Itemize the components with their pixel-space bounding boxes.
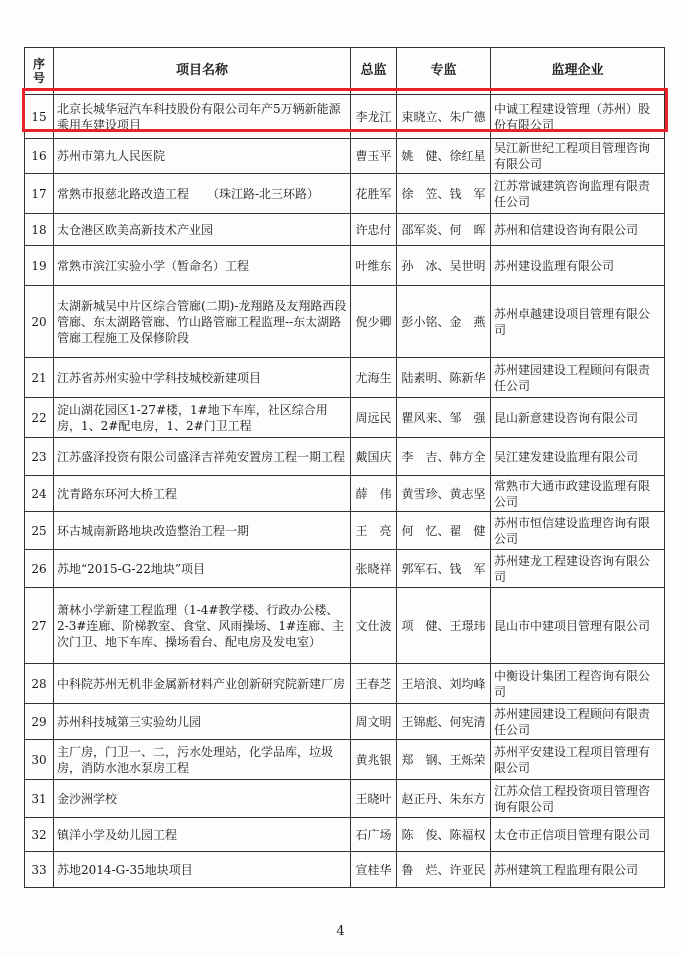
row-chief-supervisor: 周远民 [351, 398, 397, 438]
row-chief-supervisor: 周文明 [351, 704, 397, 740]
row-seq: 32 [25, 818, 54, 852]
row-project-name: 太湖新城吴中片区综合管廊(二期)-龙翔路及友翔路西段管廊、东太湖路管廊、竹山路管廊工程监理--东太湖路管廊工程施工及保修阶段 [54, 286, 351, 358]
row-supervision-company: 苏州建龙工程建设咨询有限公司 [491, 550, 665, 588]
table-body [25, 95, 665, 888]
row-project-name: 苏州科技城第三实验幼儿园 [54, 704, 351, 740]
row-project-name: 金沙洲学校 [54, 780, 351, 818]
row-project-name: 镇洋小学及幼儿园工程 [54, 818, 351, 852]
row-specialist-supervisor: 项 健、王璟玮 [397, 588, 491, 664]
supervision-project-table [24, 47, 665, 888]
row-project-name: 江苏盛泽投资有限公司盛泽吉祥苑安置房工程一期工程 [54, 438, 351, 476]
row-seq: 20 [25, 286, 54, 358]
row-specialist-supervisor: 赵正丹、朱东方 [397, 780, 491, 818]
row-specialist-supervisor: 徐 笠、钱 军 [397, 174, 491, 214]
table-row [25, 174, 665, 214]
row-chief-supervisor: 王晓叶 [351, 780, 397, 818]
row-supervision-company: 江苏常诚建筑咨询监理有限责任公司 [491, 174, 665, 214]
row-chief-supervisor: 倪少卿 [351, 286, 397, 358]
table-row [25, 358, 665, 398]
row-supervision-company: 苏州建园建设工程顾问有限责任公司 [491, 704, 665, 740]
row-supervision-company: 昆山市中建项目管理有限公司 [491, 588, 665, 664]
row-specialist-supervisor: 陈 俊、陈福权 [397, 818, 491, 852]
row-seq: 23 [25, 438, 54, 476]
table-row [25, 438, 665, 476]
row-project-name: 苏地2014-G-35地块项目 [54, 852, 351, 888]
row-seq: 27 [25, 588, 54, 664]
table-row [25, 246, 665, 286]
table-row [25, 398, 665, 438]
row-seq: 33 [25, 852, 54, 888]
table-row [25, 818, 665, 852]
row-project-name: 主厂房，门卫一、二，污水处理站，化学品库，垃圾房，消防水池水泵房工程 [54, 740, 351, 780]
row-chief-supervisor: 戴国庆 [351, 438, 397, 476]
row-seq: 29 [25, 704, 54, 740]
row-supervision-company: 中衡设计集团工程咨询有限公司 [491, 664, 665, 704]
table-row [25, 704, 665, 740]
row-project-name: 苏州市第九人民医院 [54, 139, 351, 174]
row-seq: 28 [25, 664, 54, 704]
row-seq: 24 [25, 476, 54, 512]
table-row [25, 214, 665, 246]
row-supervision-company: 中诚工程建设管理（苏州）股份有限公司 [491, 95, 665, 139]
row-project-name: 沈青路东环河大桥工程 [54, 476, 351, 512]
table-row [25, 286, 665, 358]
row-supervision-company: 昆山新意建设咨询有限公司 [491, 398, 665, 438]
row-seq: 15 [25, 95, 54, 139]
row-chief-supervisor: 李龙江 [351, 95, 397, 139]
row-chief-supervisor: 花胜军 [351, 174, 397, 214]
row-project-name: 萧林小学新建工程监理（1-4#教学楼、行政办公楼、2-3#连廊、阶梯教室、食堂、风雨操场、1#连廊、主次门卫、地下车库、操场看台、配电房及发电室） [54, 588, 351, 664]
table-row [25, 740, 665, 780]
row-specialist-supervisor: 鲁 烂、许亚民 [397, 852, 491, 888]
row-specialist-supervisor: 黄雪珍、黄志坚 [397, 476, 491, 512]
table-row [25, 664, 665, 704]
row-supervision-company: 苏州和信建设咨询有限公司 [491, 214, 665, 246]
row-project-name: 环古城南新路地块改造整治工程一期 [54, 512, 351, 550]
table-row [25, 139, 665, 174]
row-specialist-supervisor: 何 忆、翟 健 [397, 512, 491, 550]
row-chief-supervisor: 石广场 [351, 818, 397, 852]
row-project-name: 常熟市报慈北路改造工程 （珠江路-北三环路） [54, 174, 351, 214]
row-supervision-company: 苏州建园建设工程顾问有限责任公司 [491, 358, 665, 398]
row-supervision-company: 常熟市大通市政建设监理有限公司 [491, 476, 665, 512]
row-seq: 25 [25, 512, 54, 550]
header-chief-supervisor: 总监 [351, 48, 397, 95]
row-specialist-supervisor: 王锦彪、何宪清 [397, 704, 491, 740]
header-project-name: 项目名称 [54, 48, 351, 95]
row-supervision-company: 苏州建设监理有限公司 [491, 246, 665, 286]
row-specialist-supervisor: 李 吉、韩方全 [397, 438, 491, 476]
row-project-name: 太仓港区欧美高新技术产业园 [54, 214, 351, 246]
row-specialist-supervisor: 王培浪、刘均峰 [397, 664, 491, 704]
row-specialist-supervisor: 瞿风来、邹 强 [397, 398, 491, 438]
table-row [25, 780, 665, 818]
row-supervision-company: 苏州平安建设工程项目管理有限公司 [491, 740, 665, 780]
row-chief-supervisor: 宣桂华 [351, 852, 397, 888]
row-seq: 22 [25, 398, 54, 438]
row-seq: 30 [25, 740, 54, 780]
row-chief-supervisor: 叶维东 [351, 246, 397, 286]
row-chief-supervisor: 文仕波 [351, 588, 397, 664]
row-supervision-company: 苏州建筑工程监理有限公司 [491, 852, 665, 888]
row-specialist-supervisor: 郑 钢、王烁荣 [397, 740, 491, 780]
row-seq: 21 [25, 358, 54, 398]
row-supervision-company: 吴江建发建设监理有限公司 [491, 438, 665, 476]
row-project-name: 江苏省苏州实验中学科技城校新建项目 [54, 358, 351, 398]
row-seq: 31 [25, 780, 54, 818]
table-row [25, 476, 665, 512]
row-seq: 16 [25, 139, 54, 174]
row-chief-supervisor: 张晓祥 [351, 550, 397, 588]
row-seq: 17 [25, 174, 54, 214]
row-supervision-company: 吴江新世纪工程项目管理咨询有限公司 [491, 139, 665, 174]
row-chief-supervisor: 许忠付 [351, 214, 397, 246]
row-supervision-company: 苏州卓越建设项目管理有限公司 [491, 286, 665, 358]
row-project-name: 北京长城华冠汽车科技股份有限公司年产5万辆新能源乘用车建设项目 [54, 95, 351, 139]
row-specialist-supervisor: 邵军炎、何 晖 [397, 214, 491, 246]
table-row [25, 95, 665, 139]
row-specialist-supervisor: 郭军石、钱 军 [397, 550, 491, 588]
row-project-name: 常熟市滨江实验小学（暂命名）工程 [54, 246, 351, 286]
row-seq: 18 [25, 214, 54, 246]
row-seq: 26 [25, 550, 54, 588]
row-project-name: 苏地“2015-G-22地块”项目 [54, 550, 351, 588]
page-number: 4 [336, 924, 345, 939]
row-supervision-company: 江苏众信工程投资项目管理咨询有限公司 [491, 780, 665, 818]
table-row [25, 512, 665, 550]
header-seq: 序号 [25, 48, 54, 95]
row-specialist-supervisor: 孙 冰、吴世明 [397, 246, 491, 286]
row-specialist-supervisor: 彭小铭、金 燕 [397, 286, 491, 358]
row-chief-supervisor: 尤海生 [351, 358, 397, 398]
row-project-name: 淀山湖花园区1-27#楼，1#地下车库，社区综合用房，1、2#配电房，1、2#门卫工程 [54, 398, 351, 438]
row-chief-supervisor: 黄兆银 [351, 740, 397, 780]
table-row [25, 550, 665, 588]
table-row [25, 852, 665, 888]
row-supervision-company: 太仓市正信项目管理有限公司 [491, 818, 665, 852]
row-chief-supervisor: 曹玉平 [351, 139, 397, 174]
header-specialist-supervisor: 专监 [397, 48, 491, 95]
row-chief-supervisor: 薛 伟 [351, 476, 397, 512]
row-seq: 19 [25, 246, 54, 286]
row-specialist-supervisor: 束晓立、朱广德 [397, 95, 491, 139]
header-supervision-company: 监理企业 [491, 48, 665, 95]
row-specialist-supervisor: 姚 健、徐红星 [397, 139, 491, 174]
row-project-name: 中科院苏州无机非金属新材料产业创新研究院新建厂房 [54, 664, 351, 704]
row-supervision-company: 苏州市恒信建设监理咨询有限公司 [491, 512, 665, 550]
row-chief-supervisor: 王春芝 [351, 664, 397, 704]
table-row [25, 588, 665, 664]
row-specialist-supervisor: 陆素明、陈新华 [397, 358, 491, 398]
row-chief-supervisor: 王 亮 [351, 512, 397, 550]
table-header-row [25, 48, 665, 95]
